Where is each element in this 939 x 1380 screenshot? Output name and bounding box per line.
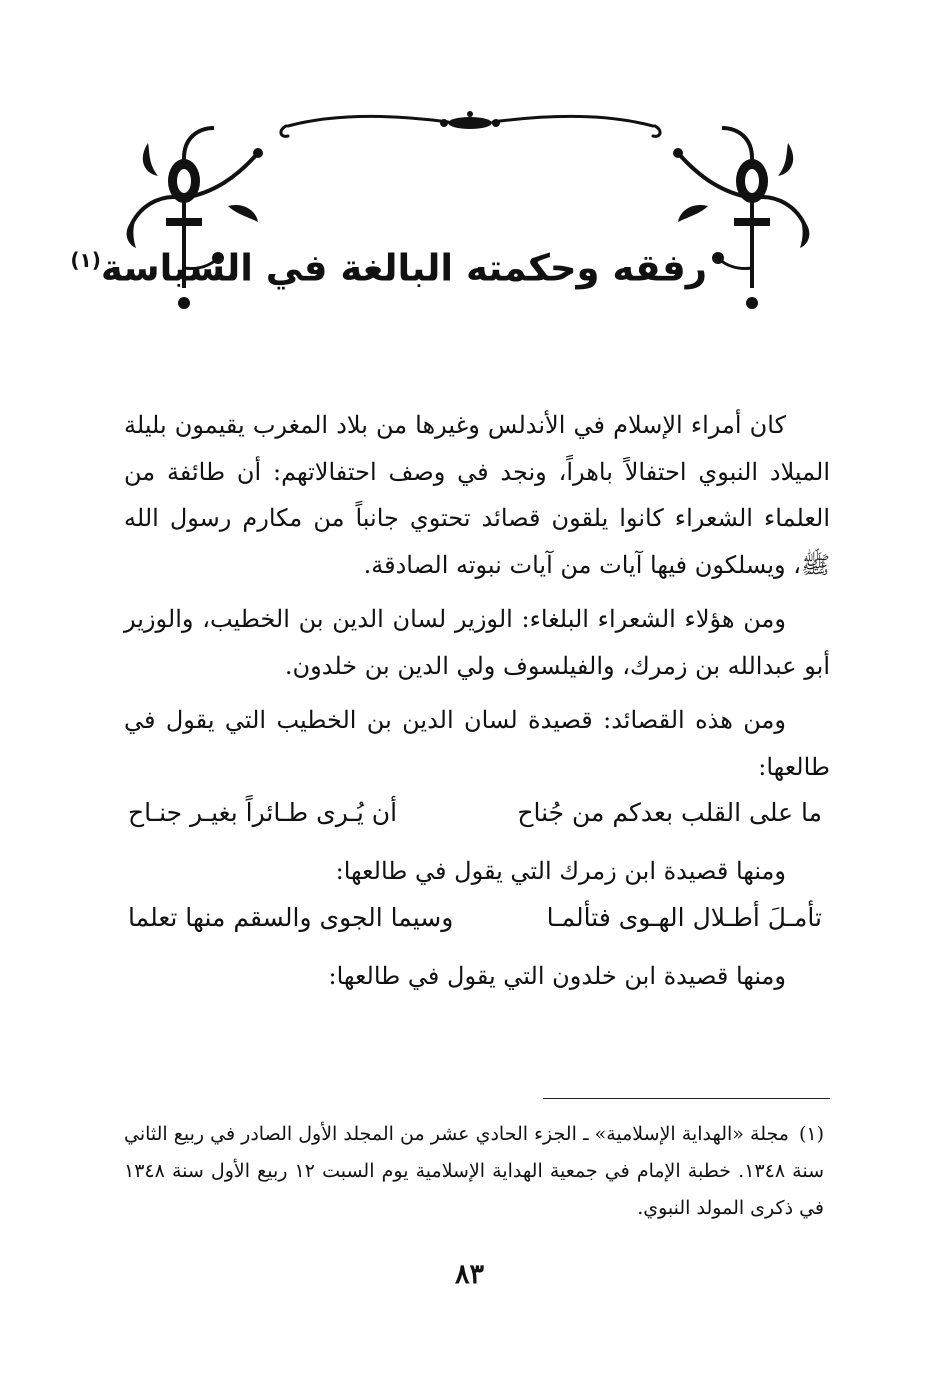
verse-2 <box>124 895 830 953</box>
footnote-text: مجلة «الهداية الإسلامية» ـ الجزء الحادي عشر من المجلد الأول الصادر في ربيع الثاني سنة ١٣٤٨. خطبة الإمام في جمعية الهداية الإسلامية يوم السبت ١٢ ربيع الأول سنة ١٣٤٨ في ذكرى المولد النبوي. <box>124 1123 824 1219</box>
verse-1 <box>124 790 830 848</box>
verse-1-first-hemistich: ما على القلب بعدكم من جُناح <box>517 798 822 827</box>
paragraph-1: كان أمراء الإسلام في الأندلس وغيرها من بلاد المغرب يقيمون بليلة الميلاد النبوي احتفالاً باهراً، ونجد في وصف احتفالاتهم: أن طائفة من العلماء الشعراء كانوا يلقون قصائد تحتوي جانباً من مكارم رسول الله ﷺ، ويسلكون فيها آيات من آيات نبوته الصادقة. <box>124 411 830 579</box>
top-center-knot <box>440 111 500 129</box>
paragraph-gap <box>124 588 830 596</box>
paragraph-gap <box>124 689 830 697</box>
paragraph-2: ومن هؤلاء الشعراء البلغاء: الوزير لسان الدين بن الخطيب، والوزير أبو عبدالله بن زمرك، والفيلسوف ولي الدين بن خلدون. <box>124 605 830 680</box>
chapter-title-text: رفقه وحكمته البالغة في السياسة <box>100 246 707 290</box>
footnote-separator <box>543 1098 830 1099</box>
paragraph-3: ومن هذه القصائد: قصيدة لسان الدين بن الخطيب التي يقول في طالعها: <box>124 706 830 781</box>
verse-2-first-hemistich: تأمـلَ أطـلال الهـوى فتألمـا <box>546 902 822 932</box>
paragraph-4: ومنها قصيدة ابن زمرك التي يقول في طالعها: <box>335 857 786 885</box>
footnote <box>124 1116 824 1227</box>
footnote-number: (١) <box>798 1123 824 1145</box>
verse-2-second-hemistich: وسيما الجوى والسقم منها تعلما <box>128 902 454 932</box>
page-number: ٨٣ <box>454 1259 484 1290</box>
chapter-title <box>70 232 707 296</box>
verse-1-second-hemistich: أن يُـرى طـائراً بغيـر جنـاح <box>128 798 398 827</box>
main-text <box>124 402 830 999</box>
title-footnote-marker: (١) <box>70 248 101 272</box>
paragraph-5: ومنها قصيدة ابن خلدون التي يقول في طالعها: <box>328 961 786 990</box>
